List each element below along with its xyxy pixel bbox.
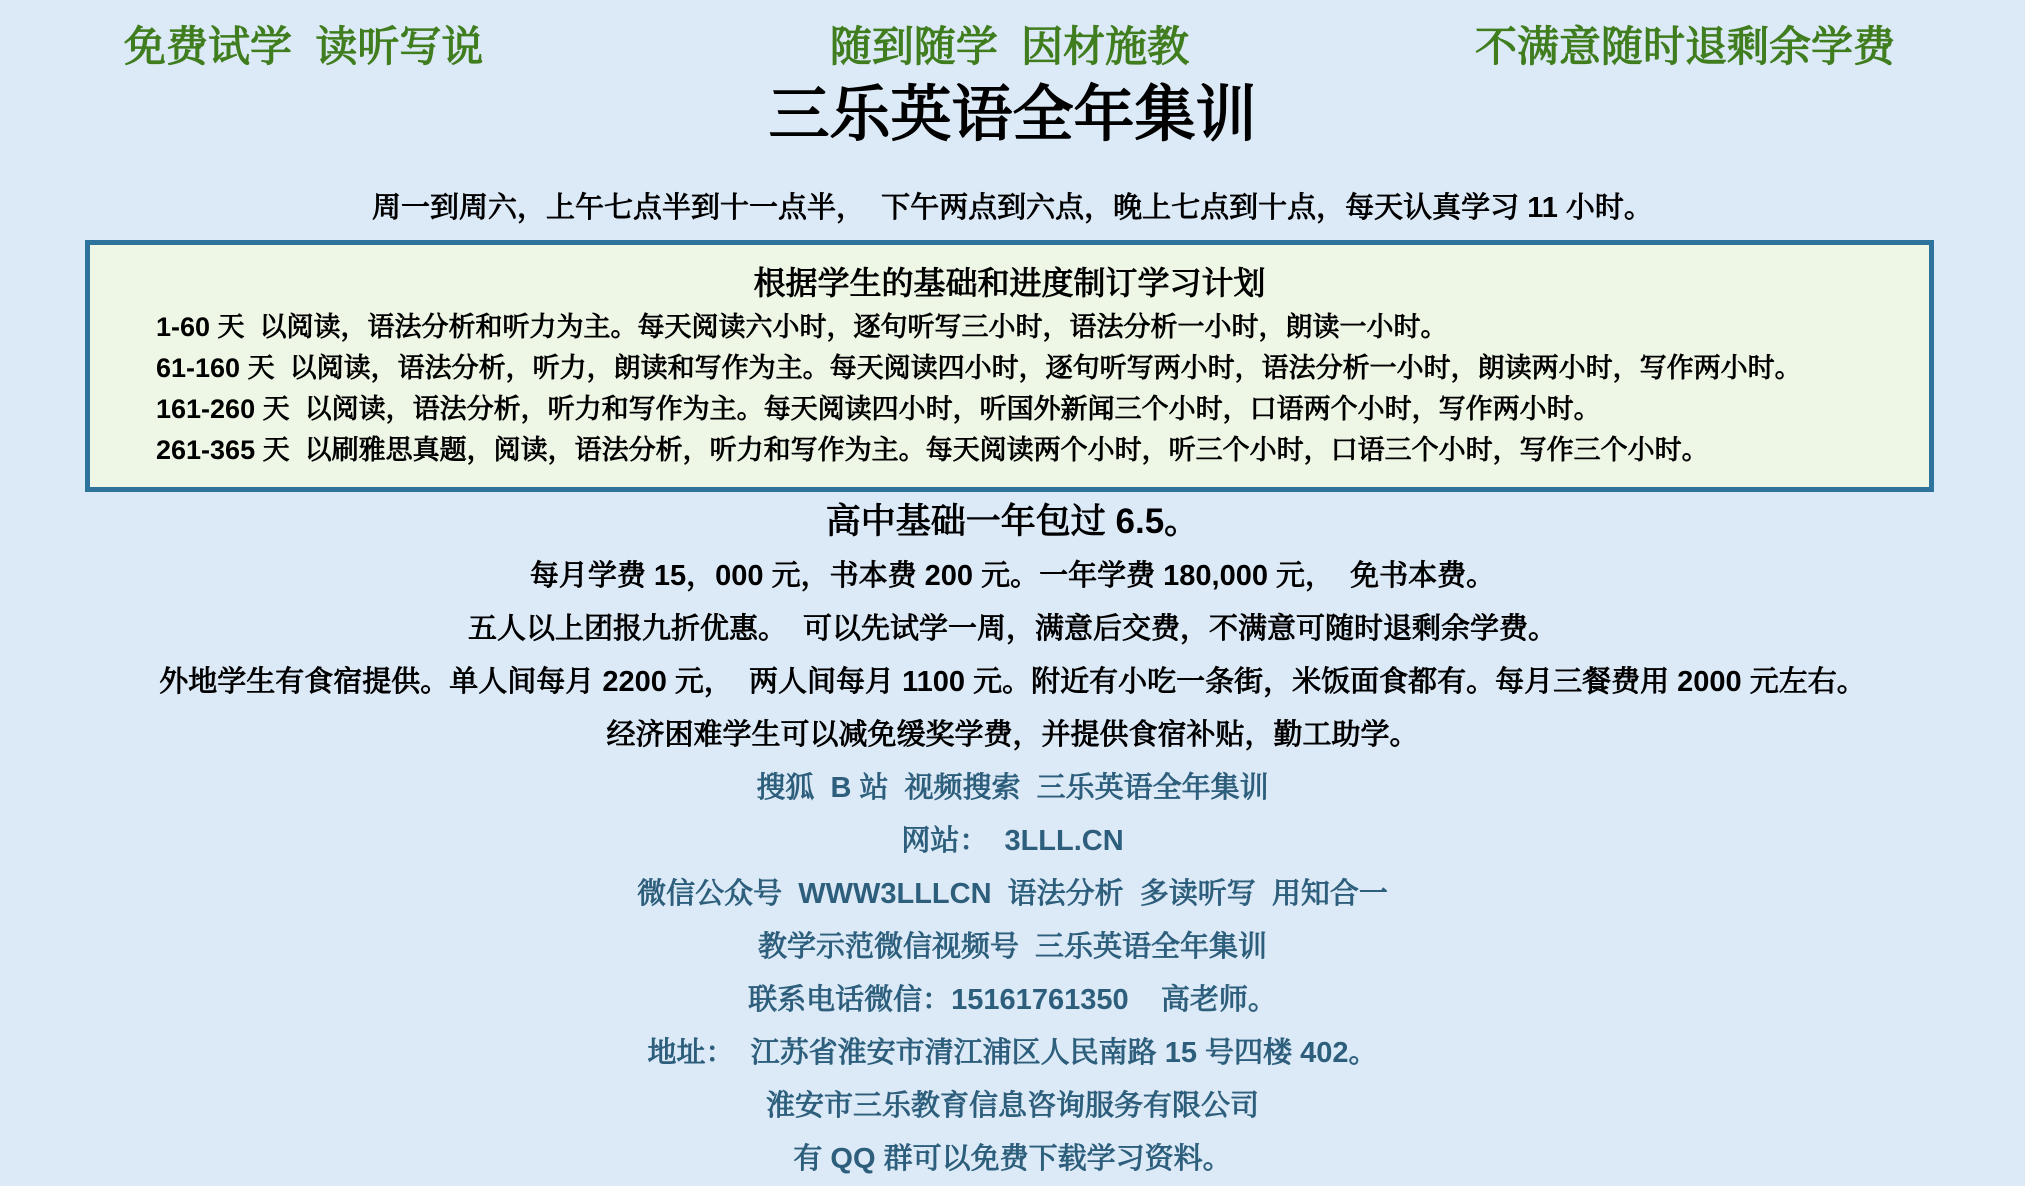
banner-right-slogan: 不满意随时退剩余学费 [1474,23,1895,70]
plan-item-1: 1-60 天 以阅读，语法分析和听力为主。每天阅读六小时，逐句听写三小时，语法分析一小时，朗读一小时。 [156,312,1448,342]
contact-line-wechat-official: 微信公众号 WWW3LLLCN 语法分析 多读听写 用知合一 [637,878,1388,910]
contact-info [0,762,2025,1186]
contact-line-website: 网站： 3LLL.CN [901,825,1124,857]
study-plan-box [85,240,1934,492]
plan-item-2: 61-160 天 以阅读，语法分析，听力，朗读和写作为主。每天阅读四小时，逐句听写两小时，语法分析一小时，朗读两小时，写作两小时。 [156,353,1802,383]
fee-details [0,550,2025,762]
detail-line-tuition: 每月学费 15，000 元，书本费 200 元。一年学费 180,000 元， 免书本费。 [529,560,1496,592]
top-banner [0,0,2025,72]
contact-line-video-search: 搜狐 B 站 视频搜索 三乐英语全年集训 [756,772,1269,804]
detail-line-financial-aid: 经济困难学生可以减免缓奖学费，并提供食宿补贴，勤工助学。 [606,719,1419,751]
banner-center-slogan: 随到随学 因材施教 [829,23,1190,70]
contact-line-phone: 联系电话微信：15161761350 高老师。 [748,984,1277,1016]
detail-line-lodging: 外地学生有食宿提供。单人间每月 2200 元， 两人间每月 1100 元。附近有小吃一条街，米饭面食都有。每月三餐费用 2000 元左右。 [159,666,1866,698]
guarantee-line: 高中基础一年包过 6.5。 [825,502,1200,541]
plan-item-4: 261-365 天 以刷雅思真题，阅读，语法分析，听力和写作为主。每天阅读两个小时，听三个小时，口语三个小时，写作三个小时。 [156,435,1709,465]
contact-line-qq-group: 有 QQ 群可以免费下载学习资料。 [793,1143,1232,1175]
contact-line-company: 淮安市三乐教育信息咨询服务有限公司 [765,1090,1259,1122]
study-plan-title: 根据学生的基础和进度制订学习计划 [753,265,1266,301]
schedule-line: 周一到周六，上午七点半到十一点半， 下午两点到六点，晚上七点到十点，每天认真学习 11 小时。 [372,192,1653,224]
page-title: 三乐英语全年集训 [768,80,1257,148]
contact-line-wechat-video: 教学示范微信视频号 三乐英语全年集训 [757,931,1268,963]
banner-left-slogan: 免费试学 读听写说 [124,23,484,70]
detail-line-discount: 五人以上团报九折优惠。 可以先试学一周，满意后交费，不满意可随时退剩余学费。 [467,613,1558,645]
plan-item-3: 161-260 天 以阅读，语法分析，听力和写作为主。每天阅读四小时，听国外新闻三个小时，口语两个小时，写作两小时。 [156,394,1601,424]
contact-line-address: 地址： 江苏省淮安市清江浦区人民南路 15 号四楼 402。 [647,1037,1378,1069]
